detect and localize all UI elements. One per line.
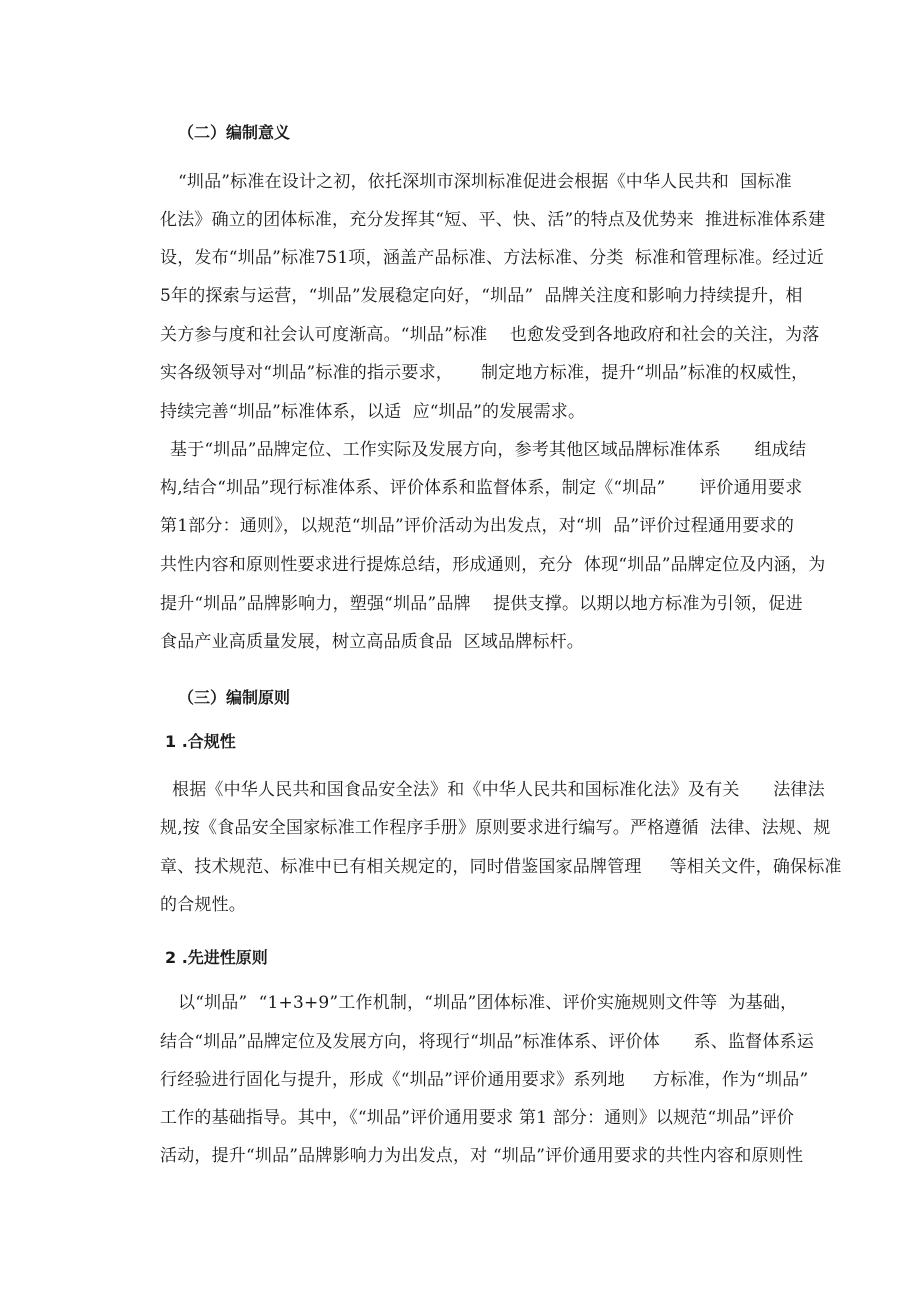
paragraph-line: 食品产业高质量发展，树立高品质食品 区域品牌标杆。 [160, 632, 585, 652]
paragraph-line: 5年的探索与运营，“圳品”发展稳定向好，“圳品” 品牌关注度和影响力持续提升，相 [160, 286, 803, 306]
paragraph-line: 活动，提升“圳品”品牌影响力为出发点，对 “圳品”评价通用要求的共性内容和原则性 [160, 1146, 804, 1166]
paragraph-line: 第1部分：通则》，以规范“圳品”评价活动为出发点，对“圳 品”评价过程通用要求的 [160, 516, 795, 536]
paragraph-line: 根据《中华人民共和国食品安全法》和《中华人民共和国标准化法》及有关 法律法 [172, 780, 825, 800]
paragraph-line: 实各级领导对“圳品”标准的指示要求， 制定地方标准，提升“圳品”标准的权威性， [160, 363, 809, 383]
paragraph-line: 基于“圳品”品牌定位、工作实际及发展方向，参考其他区域品牌标准体系 组成结 [170, 440, 807, 460]
paragraph-line: “圳品”标准在设计之初，依托深圳市深圳标准促进会根据《中华人民共和 国标准 [178, 172, 792, 192]
paragraph-line: 行经验进行固化与提升，形成《“圳品”评价通用要求》系列地 方标准，作为“圳品” [160, 1070, 809, 1090]
paragraph-line: 工作的基础指导。其中，《“圳品”评价通用要求 第1 部分：通则》以规范“圳品”评价 [160, 1108, 795, 1128]
paragraph-line: 设，发布“圳品”标准751项，涵盖产品标准、方法标准、分类 标准和管理标准。经过近 [160, 248, 825, 268]
paragraph-line: 构,结合“圳品”现行标准体系、评价体系和监督体系，制定《“圳品” 评价通用要求 [160, 478, 803, 498]
paragraph-line: 规,按《食品安全国家标准工作程序手册》原则要求进行编写。严格遵循 法律、法规、规 [160, 818, 831, 838]
paragraph-line: 提升“圳品”品牌影响力，塑强“圳品”品牌 提供支撑。以期以地方标准为引领，促进 [160, 594, 803, 614]
paragraph-line: 关方参与度和社会认可度渐高。“圳品”标准 也愈发受到各地政府和社会的关注，为落 [160, 325, 820, 345]
paragraph-line: 以“圳品” “1+3+9”工作机制，“圳品”团体标准、评价实施规则文件等 为基础， [178, 993, 798, 1013]
subsection-heading-compliance: 1 .合规性 [165, 732, 236, 751]
subsection-heading-advanced: 2 .先进性原则 [165, 948, 268, 967]
paragraph-line: 结合“圳品”品牌定位及发展方向，将现行“圳品”标准体系、评价体 系、监督体系运 [160, 1032, 814, 1052]
paragraph-line: 共性内容和原则性要求进行提炼总结，形成通则，充分 体现“圳品”品牌定位及内涵，为 [160, 555, 826, 575]
paragraph-line: 的合规性。 [160, 895, 246, 915]
section-heading-2: （二）编制意义 [178, 123, 291, 142]
paragraph-line: 持续完善“圳品”标准体系，以适 应“圳品”的发展需求。 [160, 402, 586, 422]
paragraph-line: 章、技术规范、标准中已有相关规定的，同时借鉴国家品牌管理 等相关文件，确保标准 [160, 857, 842, 877]
section-heading-3: （三）编制原则 [178, 688, 291, 707]
paragraph-line: 化法》确立的团体标准，充分发挥其“短、平、快、活”的特点及优势来 推进标准体系建 [160, 210, 826, 230]
